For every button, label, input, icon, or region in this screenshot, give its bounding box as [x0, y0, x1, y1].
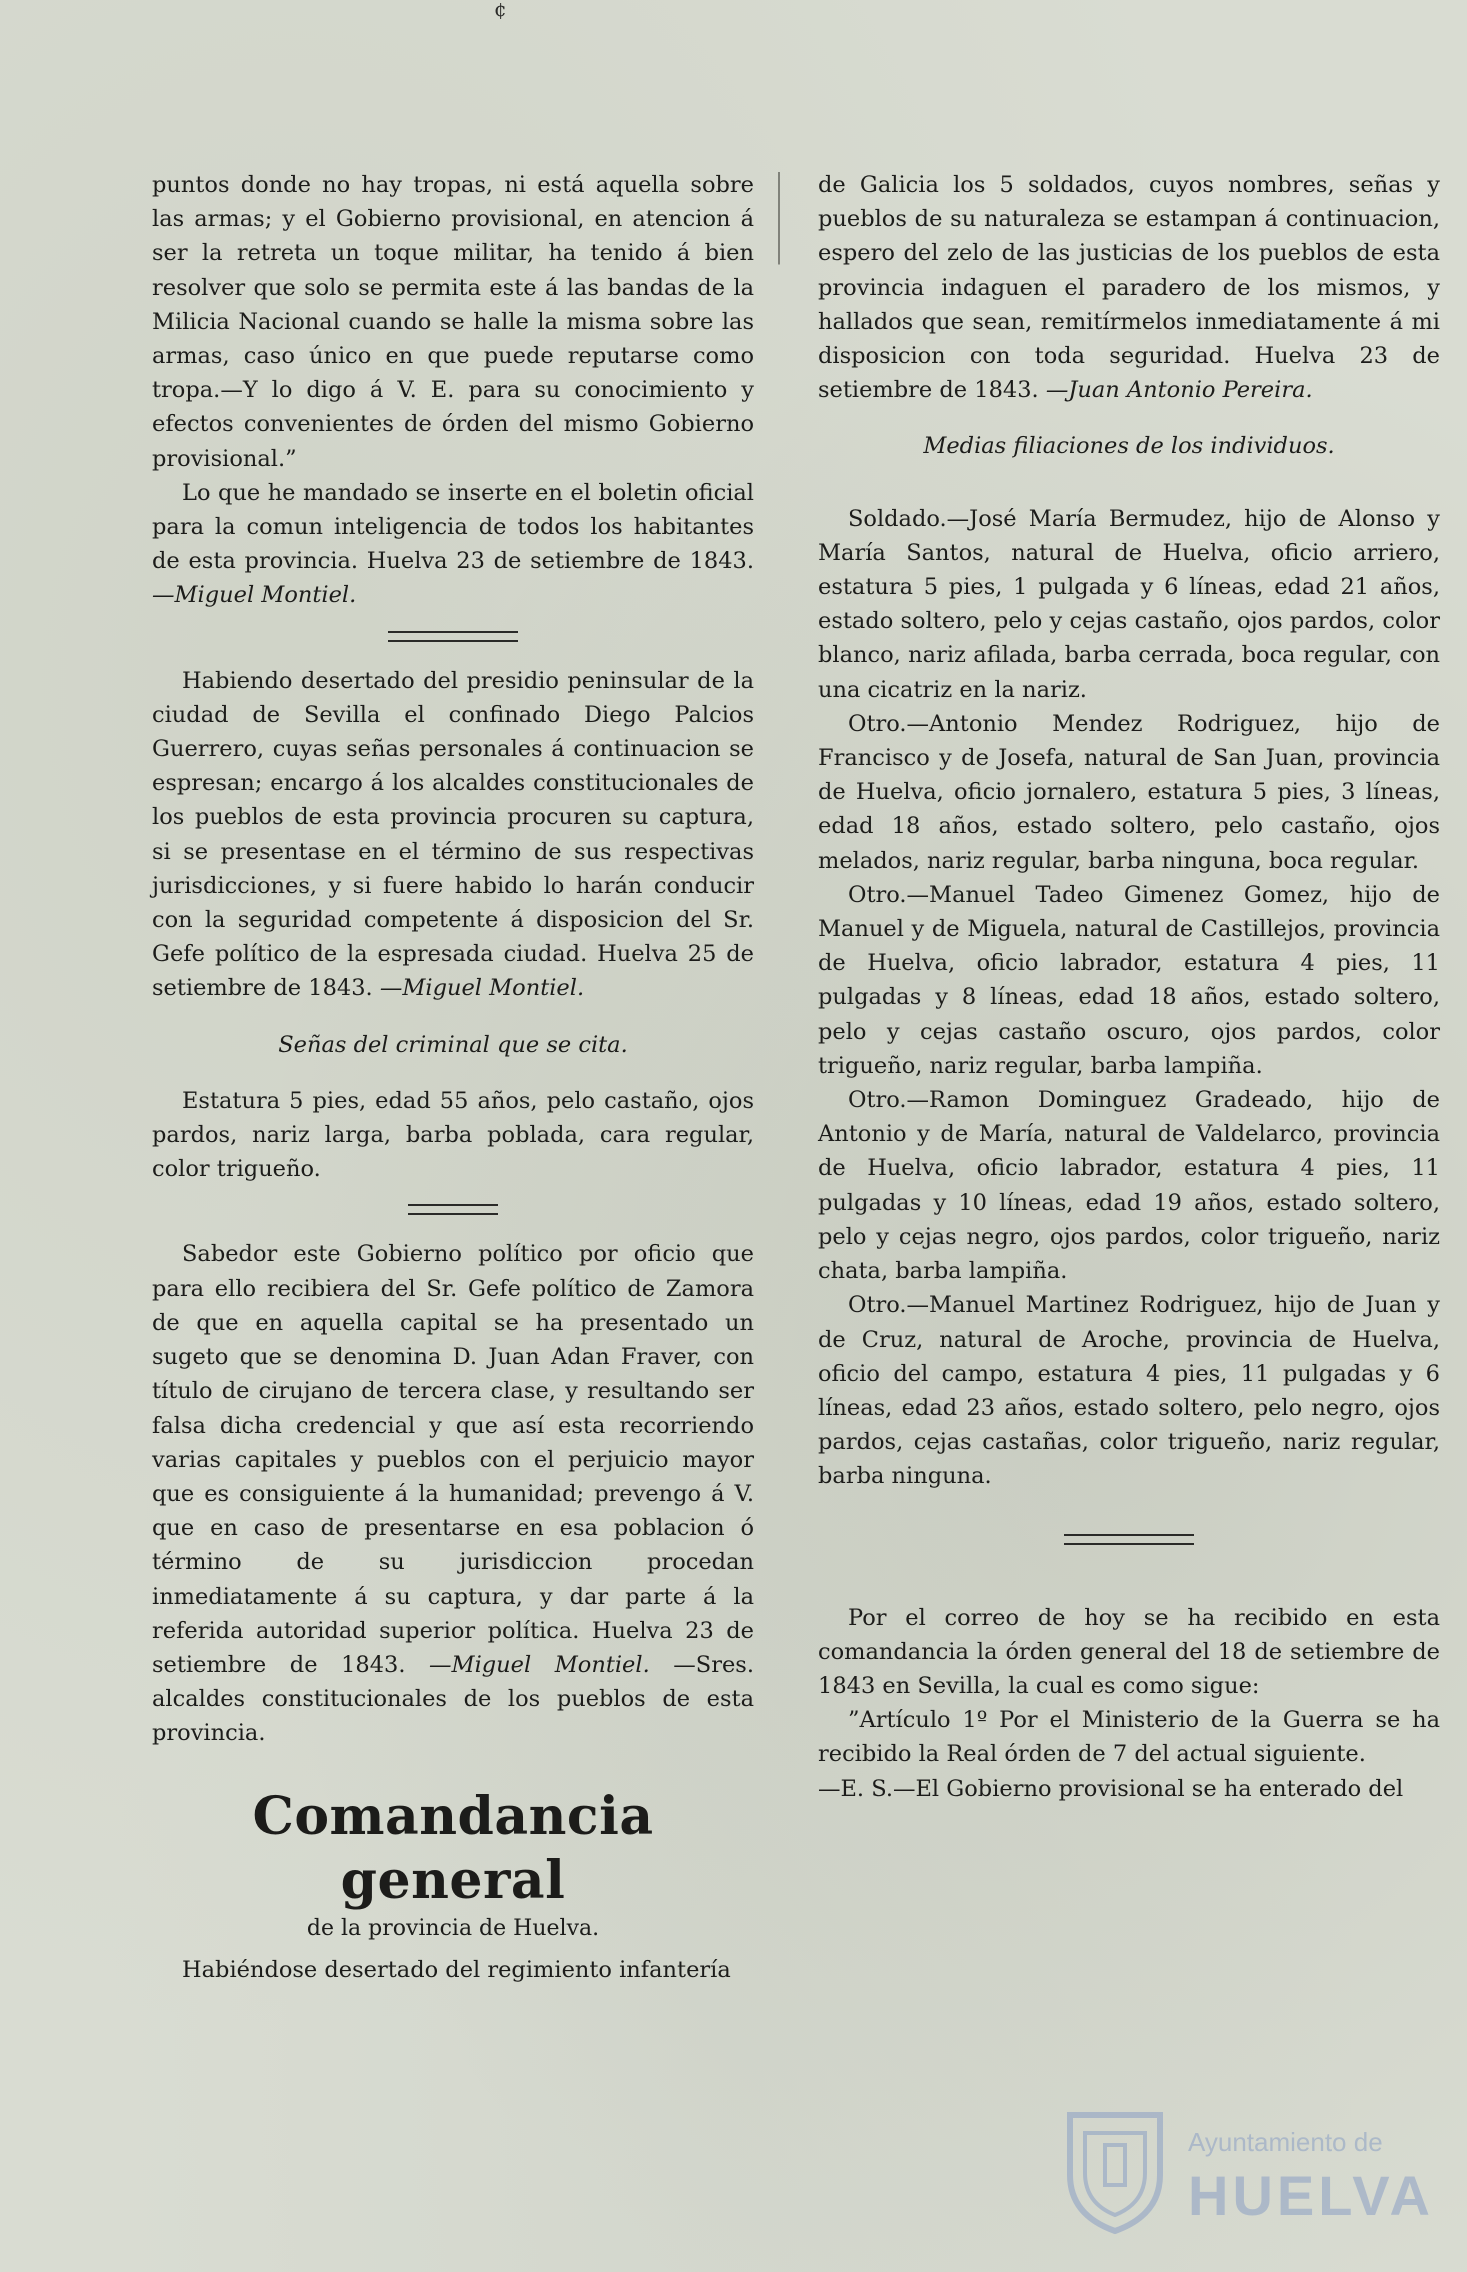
- section-rule: [1064, 1534, 1194, 1545]
- left-column: [152, 168, 754, 1987]
- paragraph-sabedor-text: Sabedor este Gobierno político por oficio que para ello recibiera del Sr. Gefe político de Zamora de que en aquella capital se ha presentado un sugeto que se denomina D. Juan Adan Fraver, con título de cirujano de tercera clase, y resultando ser falsa dicha credencial y que así esta recorriendo varias capitales y pueblos con el perjuicio mayor que es consiguiente á la humanidad; prevengo á V. que en caso de presentarse en esa poblacion ó término de su jurisdiccion procedan inmediatamente á su captura, y dar parte á la referida autoridad superior política. Huelva 23 de setiembre de 1843.: [152, 1241, 754, 1678]
- paragraph-desertado-presidio: [152, 664, 754, 1006]
- paragraph-sabedor-tail: —Sres. alcaldes constitucionales de los pueblos de esta provincia.: [152, 1651, 754, 1747]
- signature-montiel: —Miguel Montiel.: [152, 582, 357, 609]
- paragraph-gobierno-provisional: —E. S.—El Gobierno provisional se ha enterado del: [818, 1775, 1404, 1802]
- watermark-text-big: HUELVA: [1188, 2164, 1434, 2227]
- paragraph-boletin: [152, 476, 754, 613]
- heading-comandancia: Comandancia general: [252, 1785, 654, 1911]
- subheading-provincia: de la provincia de Huelva.: [306, 1915, 600, 1941]
- signature-pereira: —Juan Antonio Pereira.: [1045, 377, 1313, 404]
- paragraph-boletin-text: Lo que he mandado se inserte en el boletin oficial para la comun inteligencia de todos los habitantes de esta provincia. Huelva 23 de setiembre de 1843.: [152, 479, 754, 575]
- filiacion-soldado-3: Otro.—Manuel Tadeo Gimenez Gomez, hijo de Manuel y de Miguela, natural de Castillejos, provincia de Huelva, oficio labrador, estatura 4 pies, 11 pulgadas y 8 líneas, edad 18 años, estado soltero, pelo y cejas castaño oscuro, ojos pardos, color trigueño, nariz regular, barba lampiña.: [818, 881, 1440, 1079]
- paragraph-articulo-1: ”Artículo 1º Por el Ministerio de la Guerra se ha recibido la Real órden de 7 del actual siguiente.: [818, 1707, 1440, 1768]
- paragraph-retreta-end: puntos donde no hay tropas, ni está aquella sobre las armas; y el Gobierno provisional, en atencion á ser la retreta un toque militar, ha tenido á bien resolver que solo se permita este á las bandas de la Milicia Nacional cuando se halle la misma sobre las armas, caso único en que puede reputarse como tropa.—Y lo digo á V. E. para su conocimiento y efectos convenientes de órden del mismo Gobierno provisional.”: [152, 172, 754, 472]
- paragraph-soldados-text: de Galicia los 5 soldados, cuyos nombres, señas y pueblos de su naturaleza se estampan á continuacion, espero del zelo de las justicias de los pueblos de esta provincia indaguen el paradero de los mismos, y hallados que sean, remitírmelos inmediatamente á mi disposicion con toda seguridad. Huelva 23 de setiembre de 1843.: [818, 172, 1440, 404]
- filiacion-soldado-1: Soldado.—José María Bermudez, hijo de Alonso y María Santos, natural de Huelva, oficio arriero, estatura 5 pies, 1 pulgada y 6 líneas, edad 21 años, estado soltero, pelo y cejas castaño, ojos pardos, color blanco, nariz afilada, barba cerrada, boca regular, con una cicatriz en la nariz.: [818, 505, 1440, 703]
- filiacion-soldado-4: Otro.—Ramon Dominguez Gradeado, hijo de Antonio y de María, natural de Valdelarco, provincia de Huelva, oficio labrador, estatura 4 pies, 11 pulgadas y 10 líneas, edad 19 años, estado soltero, pelo y cejas negro, ojos pardos, color trigueño, nariz chata, barba lampiña.: [818, 1087, 1440, 1285]
- signature-montiel: —Miguel Montiel.: [429, 1651, 650, 1678]
- paragraph-senas: Estatura 5 pies, edad 55 años, pelo castaño, ojos pardos, nariz larga, barba poblada, cara regular, color trigueño.: [152, 1087, 754, 1183]
- filiacion-soldado-2: Otro.—Antonio Mendez Rodriguez, hijo de Francisco y de Josefa, natural de San Juan, provincia de Huelva, oficio jornalero, estatura 5 pies, 3 líneas, edad 18 años, estado soltero, pelo castaño, ojos melados, nariz regular, barba ninguna, boca regular.: [818, 710, 1440, 874]
- page-mark: ¢: [494, 0, 507, 21]
- paragraph-habiendose: Habiéndose desertado del regimiento infantería: [182, 1956, 731, 1983]
- signature-montiel: —Miguel Montiel.: [379, 975, 585, 1002]
- section-rule: [408, 1204, 498, 1215]
- column-divider: [778, 172, 780, 2022]
- paragraph-desertado-text: Habiendo desertado del presidio peninsular de la ciudad de Sevilla el confinado Diego Palcios Guerrero, cuyas señas personales á continuacion se espresan; encargo á los alcaldes constitucionales de los pueblos de esta provincia procuren su captura, si se presentase en el término de sus respectivas jurisdicciones, y si fuere habido lo harán conducir con la seguridad competente á disposicion del Sr. Gefe político de la espresada ciudad. Huelva 25 de setiembre de 1843.: [152, 667, 754, 1002]
- ayuntamiento-watermark: [1060, 2105, 1434, 2235]
- senas-title: Señas del criminal que se cita.: [278, 1031, 628, 1058]
- paragraph-sabedor: [152, 1237, 754, 1750]
- paragraph-correo: Por el correo de hoy se ha recibido en esta comandancia la órden general del 18 de setiembre de 1843 en Sevilla, la cual es como sigue:: [818, 1604, 1440, 1699]
- right-column: [818, 168, 1440, 1806]
- watermark-text-small: Ayuntamiento de: [1188, 2127, 1383, 2157]
- section-rule: [388, 631, 518, 642]
- filiaciones-title: Medias filiaciones de los individuos.: [923, 433, 1335, 460]
- shield-icon: [1060, 2105, 1170, 2235]
- paragraph-soldados: [818, 168, 1440, 407]
- filiacion-soldado-5: Otro.—Manuel Martinez Rodriguez, hijo de Juan y de Cruz, natural de Aroche, provincia de Huelva, oficio del campo, estatura 4 pies, 11 pulgadas y 6 líneas, edad 23 años, estado soltero, pelo negro, ojos pardos, cejas castañas, color trigueño, nariz regular, barba ninguna.: [818, 1292, 1440, 1490]
